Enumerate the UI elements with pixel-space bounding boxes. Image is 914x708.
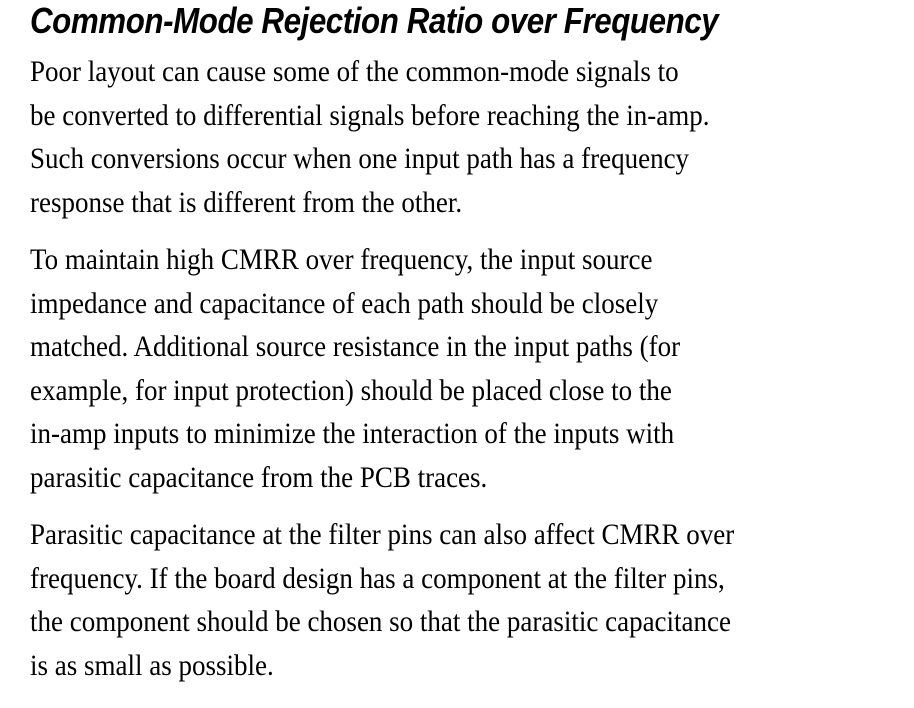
paragraph-1 [30, 50, 826, 224]
paragraph-2 [30, 238, 826, 499]
text-line: To maintain high CMRR over frequency, the input source [30, 243, 653, 276]
text-line: the component should be chosen so that the parasitic capacitance [30, 605, 732, 638]
text-line: in-amp inputs to minimize the interaction of the inputs with [30, 417, 675, 450]
text-line: is as small as possible. [30, 648, 274, 682]
text-line: parasitic capacitance from the PCB traces. [30, 460, 488, 494]
text-line: matched. Additional source resistance in the input paths (for [30, 330, 681, 363]
text-line: Parasitic capacitance at the filter pins can also affect CMRR over [30, 518, 735, 551]
text-line: response that is different from the other. [30, 185, 463, 219]
text-line: frequency. If the board design has a component at the filter pins, [30, 561, 725, 595]
paragraph-3 [30, 513, 826, 687]
text-line: impedance and capacitance of each path should be closely [30, 286, 659, 320]
text-line: Poor layout can cause some of the common-mode signals to [30, 55, 679, 88]
text-line: example, for input protection) should be placed close to the [30, 373, 672, 407]
text-line: Such conversions occur when one input path has a frequency [30, 142, 690, 175]
text-line: be converted to differential signals before reaching the in-amp. [30, 98, 710, 132]
section-heading: Common-Mode Rejection Ratio over Frequency [30, 0, 719, 41]
